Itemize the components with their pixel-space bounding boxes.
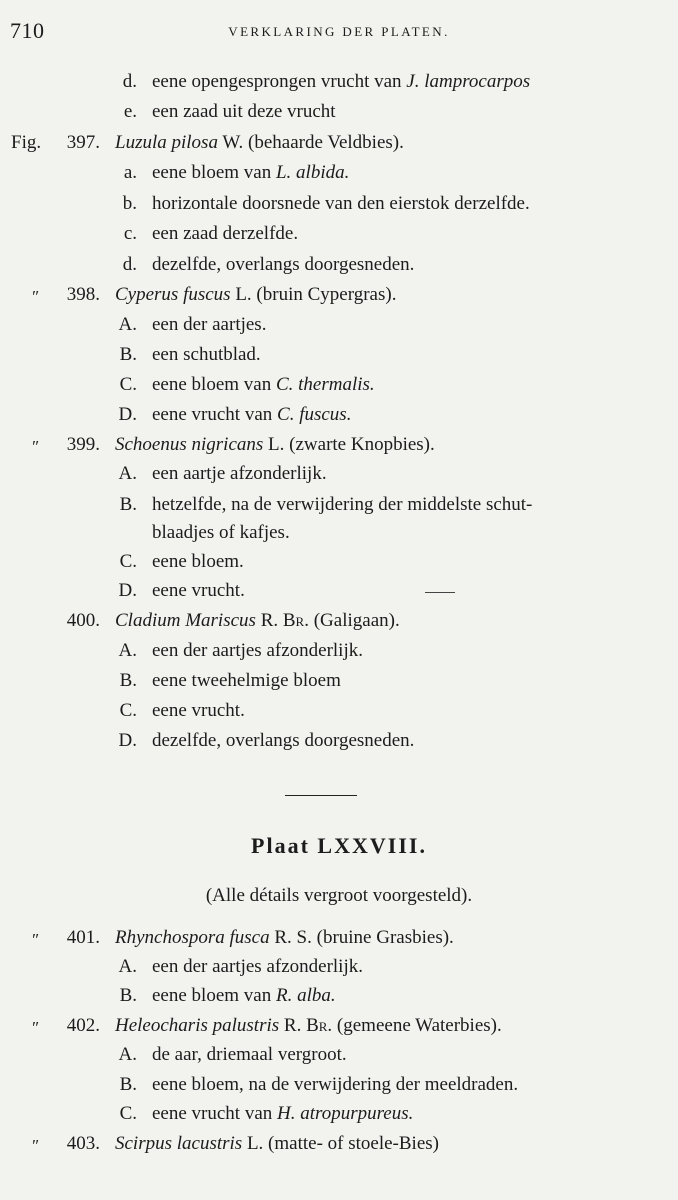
item-label: A. [118,463,137,484]
fig-number: 397. [66,132,100,153]
item-label: C. [119,374,137,395]
item-label: e. [123,101,137,122]
fig-title-rest: W. (behaarde Veldbies). [217,132,404,153]
item-text: horizontale doorsnede van den eierstok derzelfde. [152,193,530,214]
item-text-plain: eene bloem van [152,374,276,395]
fig-title [115,609,400,633]
ditto-mark: ″ [31,1136,39,1155]
item-label: A. [118,1044,137,1065]
item-label: C. [119,551,137,572]
fig-title-rest: L. (bruin Cypergras). [230,284,397,305]
item-text: een der aartjes. [152,314,267,335]
item-text [152,70,530,94]
species-name: J. lamprocarpos [406,71,531,92]
species-name: Cyperus fuscus [115,284,231,305]
species-name: L. albida. [275,162,350,183]
fig-title-rest: (gemeene Waterbies). [332,1015,502,1036]
species-name: Cladium Mariscus [115,610,256,631]
item-text: dezelfde, overlangs doorgesneden. [152,730,415,751]
author-abbrev: Br. [282,610,309,631]
fig-title [115,433,435,457]
fig-number: 398. [66,284,100,305]
ditto-mark: ″ [31,437,39,456]
item-label: B. [119,494,137,515]
item-text: een aartje afzonderlijk. [152,463,327,484]
fig-title-rest: R. [255,610,283,631]
item-text: een zaad uit deze vrucht [152,101,336,122]
fig-title [115,131,404,155]
item-label: B. [119,670,137,691]
item-label: B. [119,344,137,365]
item-text: eene tweehelmige bloem [152,670,341,691]
item-label: A. [118,956,137,977]
item-label: d. [122,71,137,92]
author-abbrev: Br. [306,1015,333,1036]
fig-title [115,1014,502,1038]
item-label: d. [122,254,137,275]
item-text: een zaad derzelfde. [152,223,299,244]
species-name: Heleocharis palustris [115,1015,280,1036]
item-text: blaadjes of kafjes. [152,522,290,543]
item-label: c. [123,223,137,244]
fig-number: 401. [66,927,100,948]
item-label: C. [119,1103,137,1124]
item-text: eene bloem, na de verwijdering der meeldraden. [152,1074,519,1095]
item-label: D. [118,404,137,425]
item-label: B. [119,1074,137,1095]
item-text-plain: eene opengesprongen vrucht van [152,71,407,92]
item-text [152,373,375,397]
item-text [152,161,349,185]
fig-number: 403. [66,1133,100,1154]
fig-title-rest: (Galigaan). [308,610,400,631]
item-label: A. [118,314,137,335]
item-text: eene bloem. [152,551,244,572]
ditto-mark: ″ [31,930,39,949]
fig-title [115,926,454,950]
fig-title-rest: L. (matte- of stoele-Bies) [242,1133,439,1154]
item-text: hetzelfde, na de verwijdering der middelste schut- [152,494,533,515]
item-label: b. [122,193,137,214]
item-text [152,403,351,427]
species-name: Schoenus nigricans [115,434,264,455]
item-text [152,1102,413,1126]
page-number: 710 [10,18,45,43]
fig-title-rest: R. [279,1015,307,1036]
species-name: R. alba. [275,985,336,1006]
section-divider [285,795,357,796]
item-text: een der aartjes afzonderlijk. [152,640,363,661]
item-label: B. [119,985,137,1006]
species-name: C. fuscus. [277,404,352,425]
item-text: de aar, driemaal vergroot. [152,1044,347,1065]
item-text-plain: eene vrucht van [152,404,278,425]
item-label: D. [118,730,137,751]
fig-title [115,1132,439,1156]
item-text: een der aartjes afzonderlijk. [152,956,363,977]
item-text [152,984,336,1008]
fig-number: 399. [66,434,100,455]
ditto-mark: ″ [31,287,39,306]
plate-note: (Alle détails vergroot voorgesteld). [205,885,473,906]
plate-title: Plaat LXXVIII. [251,833,427,858]
item-text-plain: eene bloem van [152,162,276,183]
stray-mark [425,592,455,593]
item-label: D. [118,580,137,601]
fig-title-rest: R. S. (bruine Grasbies). [269,927,454,948]
species-name: H. atropurpureus. [277,1103,414,1124]
running-head: VERKLARING DER PLATEN. [228,24,450,39]
species-name: C. thermalis. [275,374,375,395]
item-text-plain: eene vrucht van [152,1103,278,1124]
item-label: C. [119,700,137,721]
ditto-mark: ″ [31,1018,39,1037]
item-text: eene vrucht. [152,700,245,721]
item-text: een schutblad. [152,344,261,365]
item-label: A. [118,640,137,661]
fig-title [115,283,396,307]
species-name: Scirpus lacustris [115,1133,243,1154]
fig-prefix: Fig. [11,132,42,153]
item-label: a. [123,162,137,183]
species-name: Rhynchospora fusca [115,927,270,948]
item-text-plain: eene bloem van [152,985,276,1006]
item-text: eene vrucht. [152,580,245,601]
fig-title-rest: L. (zwarte Knopbies). [263,434,435,455]
fig-number: 402. [66,1015,100,1036]
species-name: Luzula pilosa [115,132,218,153]
item-text: dezelfde, overlangs doorgesneden. [152,254,415,275]
fig-number: 400. [66,610,100,631]
